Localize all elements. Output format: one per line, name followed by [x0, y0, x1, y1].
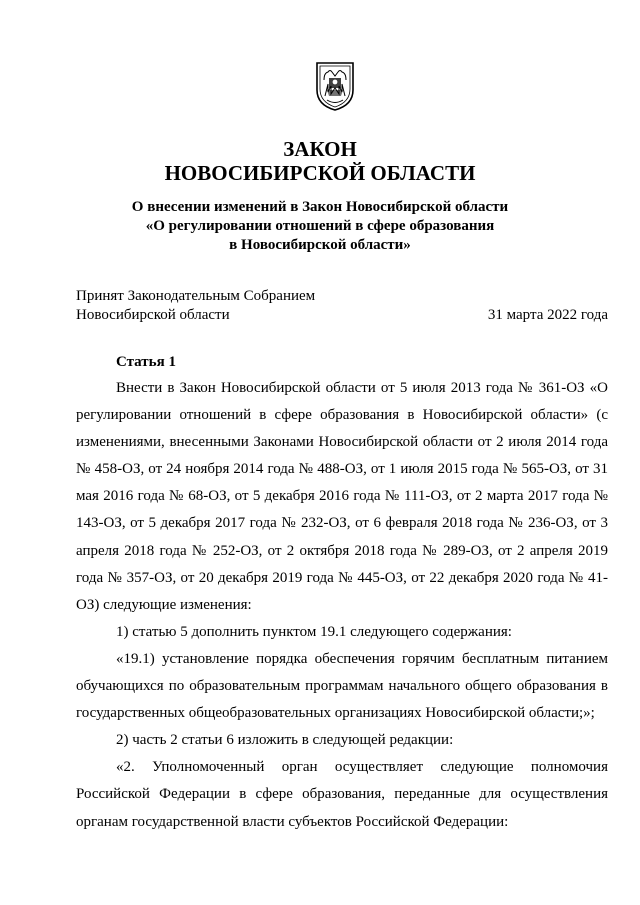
article-paragraph: «2. Уполномоченный орган осуществляет следующие полномочия Российской Федерации в сфере образования, переданные для осуществления органам государственной власти субъектов Российской Федерации: — [76, 759, 608, 830]
adoption-line-1: Принят Законодательным Собранием — [76, 288, 316, 304]
law-subtitle-line-1: О внесении изменений в Закон Новосибирской области — [131, 199, 509, 215]
adoption-date: 31 марта 2022 года — [487, 307, 608, 323]
article-paragraph: «19.1) установление порядка обеспечения горячим бесплатным питанием обучающихся по образовательным программам начального общего образования в государственных общеобразовательных организациях Новосибирской области;»; — [76, 650, 608, 722]
law-subtitle-line-3: в Новосибирской области» — [229, 237, 411, 253]
adoption-line-2: Новосибирской области — [76, 307, 230, 323]
law-title: ЗАКОН — [283, 137, 357, 161]
coat-of-arms-emblem — [313, 60, 357, 112]
article-body — [76, 375, 608, 836]
law-subtitle-line-2: «О регулировании отношений в сфере образования — [145, 218, 495, 234]
region-title: НОВОСИБИРСКОЙ ОБЛАСТИ — [164, 161, 476, 185]
article-paragraph: 1) статью 5 дополнить пунктом 19.1 следующего содержания: — [116, 623, 512, 640]
article-paragraph: Внести в Закон Новосибирской области от 5 июля 2013 года № 361-ОЗ «О регулировании отношений в сфере образования в Новосибирской области» (с изменениями, внесенными Законами Новосибирской области от 2 июля 2014 года № 458-ОЗ, от 24 ноября 2014 года № 488-ОЗ, от 1 июля 2015 года № 565-ОЗ, от 31 мая 2016 года № 68-ОЗ, от 5 декабря 2016 года № 111-ОЗ, от 2 марта 2017 года № 143-ОЗ, от 5 декабря 2017 года № 232-ОЗ, от 6 февраля 2018 года № 236-ОЗ, от 3 апреля 2018 года № 252-ОЗ, от 2 октября 2018 года № 289-ОЗ, от 2 апреля 2019 года № 357-ОЗ, от 20 декабря 2019 года № 445-ОЗ, от 22 декабря 2020 года № 41-ОЗ) следующие изменения: — [76, 380, 608, 613]
article-heading: Статья 1 — [116, 354, 176, 370]
article-paragraph: 2) часть 2 статьи 6 изложить в следующей редакции: — [116, 732, 454, 749]
